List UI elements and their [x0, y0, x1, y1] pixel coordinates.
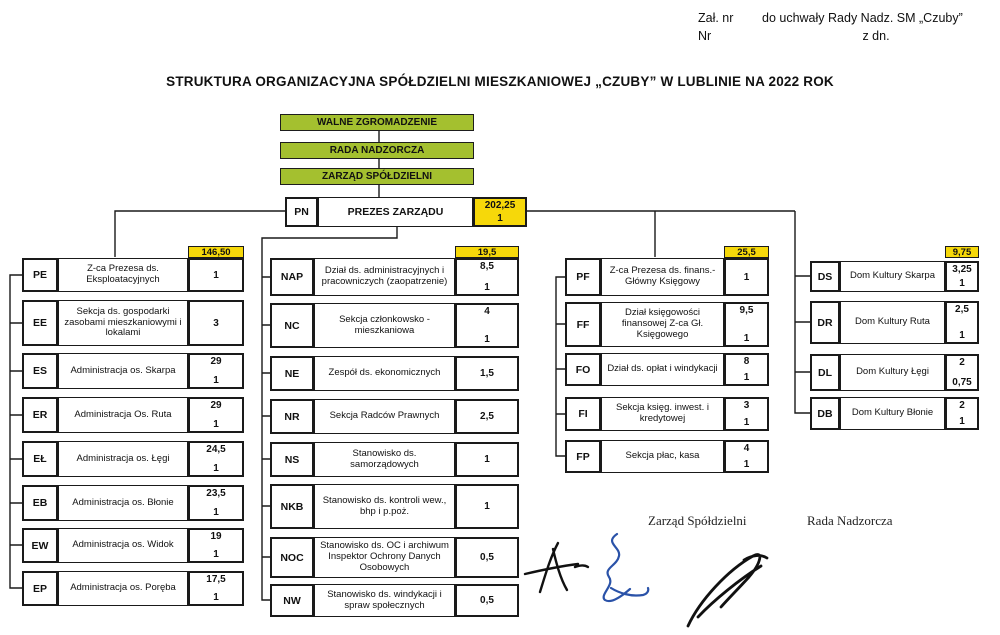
- unit-label-EW: Administracja os. Widok: [58, 528, 188, 563]
- unit-etat-NC-top: 4: [484, 306, 490, 317]
- column-total-badge: 146,50: [188, 246, 244, 258]
- unit-etat-EW-top: 19: [210, 531, 222, 542]
- unit-code-DS: DS: [810, 261, 840, 292]
- unit-etat-DL-bottom: 0,75: [952, 377, 972, 388]
- president-code: PN: [285, 197, 318, 227]
- unit-etat-DR-bottom: 1: [959, 330, 965, 341]
- unit-etat-ES-bottom: 1: [213, 375, 219, 386]
- note-date: z dn.: [862, 28, 890, 43]
- unit-code-NC: NC: [270, 303, 314, 348]
- unit-code-DB: DB: [810, 397, 840, 430]
- unit-etat-PE: 1: [188, 258, 244, 292]
- unit-code-NR: NR: [270, 399, 314, 434]
- unit-code-NW: NW: [270, 584, 314, 617]
- unit-code-EB: EB: [22, 485, 58, 521]
- unit-label-PE: Z-ca Prezesa ds. Eksploatacyjnych: [58, 258, 188, 292]
- unit-code-EŁ: EŁ: [22, 441, 58, 477]
- unit-code-NAP: NAP: [270, 258, 314, 296]
- unit-etat-DR-top: 2,5: [955, 304, 969, 315]
- unit-code-EE: EE: [22, 300, 58, 346]
- unit-etat-DS-top: 3,25: [952, 264, 972, 275]
- unit-label-FP: Sekcja płac, kasa: [601, 440, 724, 473]
- connector-column1-trunk: [10, 275, 22, 588]
- signature-scribble-1: [525, 543, 588, 592]
- column-total-badge: 9,75: [945, 246, 979, 258]
- unit-etat-DB-top: 2: [959, 400, 965, 411]
- unit-etat-EP: [188, 571, 244, 606]
- president-etat-total: 202,25: [484, 200, 516, 211]
- unit-etat-EP-top: 17,5: [206, 574, 226, 585]
- unit-label-NS: Stanowisko ds. samorządowych: [314, 442, 455, 477]
- unit-etat-ER: [188, 397, 244, 433]
- unit-label-NOC: Stanowisko ds. OC i archiwum Inspektor Ochrony Danych Osobowych: [314, 537, 455, 578]
- unit-etat-DL: [945, 354, 979, 391]
- president-etat-box: [473, 197, 527, 227]
- unit-label-DR: Dom Kultury Ruta: [840, 301, 945, 344]
- unit-etat-NE: 1,5: [455, 356, 519, 391]
- unit-etat-NR: 2,5: [455, 399, 519, 434]
- unit-etat-NAP-top: 8,5: [480, 261, 494, 272]
- unit-etat-EB: [188, 485, 244, 521]
- unit-code-FI: FI: [565, 397, 601, 431]
- governance-box-walne-zgromadzenie: WALNE ZGROMADZENIE: [280, 114, 474, 131]
- unit-etat-EP-bottom: 1: [213, 592, 219, 603]
- unit-etat-EW: [188, 528, 244, 563]
- unit-code-EW: EW: [22, 528, 58, 563]
- column-total-badge: 19,5: [455, 246, 519, 258]
- unit-etat-EW-bottom: 1: [213, 549, 219, 560]
- unit-label-FF: Dział księgowości finansowej Z-ca Gł. Księgowego: [601, 302, 724, 347]
- unit-etat-ES-top: 29: [210, 356, 222, 367]
- unit-code-PF: PF: [565, 258, 601, 296]
- unit-etat-EŁ-top: 24,5: [206, 444, 226, 455]
- unit-etat-EE: 3: [188, 300, 244, 346]
- president-etat-posts: 1: [497, 213, 503, 224]
- unit-etat-FP: [724, 440, 769, 473]
- signature-scribble-3: [688, 554, 767, 626]
- unit-label-EP: Administracja os. Poręba: [58, 571, 188, 606]
- unit-label-NKB: Stanowisko ds. kontroli wew., bhp i p.poż.: [314, 484, 455, 529]
- note-zal-nr: Zał. nr: [698, 11, 734, 25]
- unit-code-NKB: NKB: [270, 484, 314, 529]
- unit-etat-FF-top: 9,5: [739, 305, 754, 316]
- unit-etat-FF: [724, 302, 769, 347]
- unit-etat-EŁ-bottom: 1: [213, 463, 219, 474]
- unit-label-NAP: Dział ds. administracyjnych i pracowniczych (zaopatrzenie): [314, 258, 455, 296]
- unit-code-PE: PE: [22, 258, 58, 292]
- unit-etat-FI-bottom: 1: [743, 417, 750, 428]
- governance-box-rada-nadzorcza: RADA NADZORCZA: [280, 142, 474, 159]
- unit-code-FP: FP: [565, 440, 601, 473]
- unit-etat-FP-bottom: 1: [743, 459, 750, 470]
- unit-code-FF: FF: [565, 302, 601, 347]
- unit-etat-PF: 1: [724, 258, 769, 296]
- unit-code-NS: NS: [270, 442, 314, 477]
- unit-code-DR: DR: [810, 301, 840, 344]
- unit-etat-FO-bottom: 1: [743, 372, 750, 383]
- connector-column3-trunk: [556, 277, 565, 456]
- attachment-note: [698, 10, 990, 45]
- unit-label-NE: Zespół ds. ekonomicznych: [314, 356, 455, 391]
- connector-column4-trunk: [795, 211, 810, 413]
- unit-etat-NC-bottom: 1: [484, 334, 490, 345]
- page-title: STRUKTURA ORGANIZACYJNA SPÓŁDZIELNI MIESZKANIOWEJ „CZUBY” W LUBLINIE NA 2022 ROK: [166, 74, 834, 89]
- unit-code-NOC: NOC: [270, 537, 314, 578]
- unit-etat-NAP-bottom: 1: [484, 282, 490, 293]
- signature-label-zarzad: Zarząd Spółdzielni: [648, 513, 747, 528]
- unit-label-DB: Dom Kultury Błonie: [840, 397, 945, 430]
- unit-label-NR: Sekcja Radców Prawnych: [314, 399, 455, 434]
- unit-label-NW: Stanowisko ds. windykacji i spraw społecznych: [314, 584, 455, 617]
- unit-etat-NS: 1: [455, 442, 519, 477]
- unit-code-ER: ER: [22, 397, 58, 433]
- unit-label-ER: Administracja Os. Ruta: [58, 397, 188, 433]
- unit-label-EŁ: Administracja os. Łęgi: [58, 441, 188, 477]
- note-resolution: do uchwały Rady Nadz. SM „Czuby”: [762, 11, 963, 25]
- unit-label-EB: Administracja os. Błonie: [58, 485, 188, 521]
- unit-etat-EB-top: 23,5: [206, 488, 226, 499]
- unit-etat-FI-top: 3: [743, 400, 750, 411]
- unit-etat-DS-bottom: 1: [959, 278, 965, 289]
- unit-etat-FI: [724, 397, 769, 431]
- unit-label-FO: Dział ds. opłat i windykacji: [601, 353, 724, 386]
- unit-etat-ER-top: 29: [210, 400, 222, 411]
- unit-etat-FO: [724, 353, 769, 386]
- unit-label-FI: Sekcja księg. inwest. i kredytowej: [601, 397, 724, 431]
- unit-etat-EB-bottom: 1: [213, 507, 219, 518]
- unit-code-FO: FO: [565, 353, 601, 386]
- president-label: PREZES ZARZĄDU: [318, 197, 473, 227]
- signature-label-rada: Rada Nadzorcza: [807, 513, 893, 528]
- unit-code-DL: DL: [810, 354, 840, 391]
- unit-label-EE: Sekcja ds. gospodarki zasobami mieszkaniowymi i lokalami: [58, 300, 188, 346]
- unit-etat-FP-top: 4: [743, 443, 750, 454]
- unit-etat-EŁ: [188, 441, 244, 477]
- note-nr: Nr: [698, 28, 712, 43]
- unit-etat-NW: 0,5: [455, 584, 519, 617]
- unit-etat-NKB: 1: [455, 484, 519, 529]
- governance-box-zarzad-spoldzielni: ZARZĄD SPÓŁDZIELNI: [280, 168, 474, 185]
- unit-code-EP: EP: [22, 571, 58, 606]
- unit-etat-ER-bottom: 1: [213, 419, 219, 430]
- unit-etat-NOC: 0,5: [455, 537, 519, 578]
- column-total-badge: 25,5: [724, 246, 769, 258]
- unit-label-ES: Administracja os. Skarpa: [58, 353, 188, 389]
- unit-code-NE: NE: [270, 356, 314, 391]
- unit-etat-DR: [945, 301, 979, 344]
- unit-etat-NAP: [455, 258, 519, 296]
- unit-etat-DS: [945, 261, 979, 292]
- unit-label-PF: Z-ca Prezesa ds. finans.- Główny Księgowy: [601, 258, 724, 296]
- unit-etat-FF-bottom: 1: [743, 333, 750, 344]
- unit-code-ES: ES: [22, 353, 58, 389]
- unit-etat-ES: [188, 353, 244, 389]
- unit-label-DS: Dom Kultury Skarpa: [840, 261, 945, 292]
- unit-etat-DB: [945, 397, 979, 430]
- unit-etat-DL-top: 2: [959, 357, 965, 368]
- signature-scribble-2: [604, 534, 649, 601]
- unit-label-NC: Sekcja członkowsko - mieszkaniowa: [314, 303, 455, 348]
- unit-etat-DB-bottom: 1: [959, 416, 965, 427]
- unit-etat-FO-top: 8: [743, 356, 750, 367]
- unit-label-DL: Dom Kultury Łęgi: [840, 354, 945, 391]
- unit-etat-NC: [455, 303, 519, 348]
